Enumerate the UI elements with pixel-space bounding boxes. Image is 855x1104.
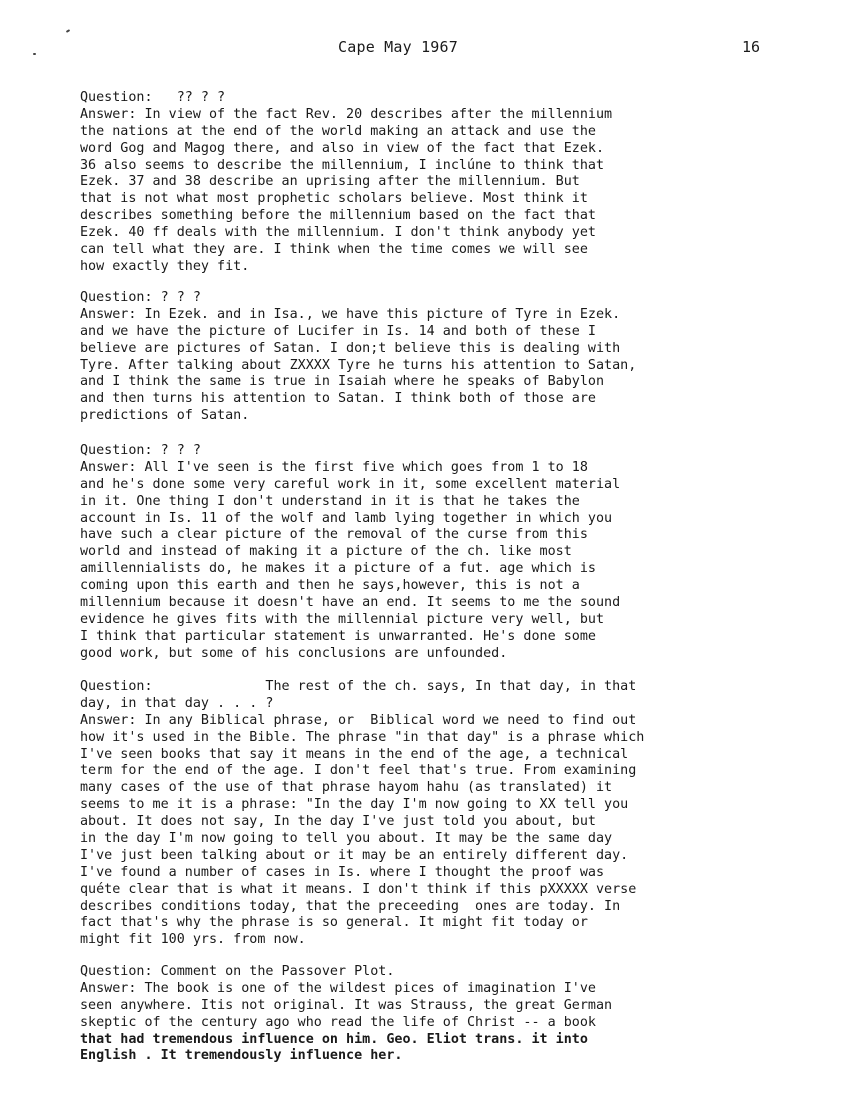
answer-line: Tyre. After talking about ZXXXX Tyre he turns his attention to Satan, <box>80 357 637 373</box>
answer-line: how it's used in the Bible. The phrase "in that day" is a phrase which <box>80 729 645 745</box>
answer-line: might fit 100 yrs. from now. <box>80 932 306 948</box>
answer-line: Answer: All I've seen is the first five which goes from 1 to 18 <box>80 459 588 475</box>
answer-line: Answer: The book is one of the wildest pices of imagination I've <box>80 980 596 996</box>
answer-line: predictions of Satan. <box>80 408 250 424</box>
question-line: Question: ?? ? ? <box>80 90 226 105</box>
answer-line: I've seen books that say it means in the end of the age, a technical <box>80 746 629 762</box>
scan-speck-mark <box>33 53 36 55</box>
answer-line: can tell what they are. I think when the time comes we will see <box>80 242 588 258</box>
answer-line: I think that particular statement is unwarranted. He's done some <box>80 628 596 644</box>
answer-line: have such a clear picture of the removal of the curse from this <box>80 527 588 543</box>
answer-line: and he's done some very careful work in it, some excellent material <box>80 476 621 492</box>
answer-line: English . It tremendously influence her. <box>80 1048 403 1064</box>
answer-line: word Gog and Magog there, and also in view of the fact that Ezek. <box>80 140 605 156</box>
answer-line: amillennialists do, he makes it a picture of a fut. age which is <box>80 561 596 577</box>
answer-line: coming upon this earth and then he says,however, this is not a <box>80 578 580 594</box>
qa-block-4 <box>80 679 800 949</box>
answer-line: fact that's why the phrase is so general. It might fit today or <box>80 915 588 931</box>
question-line: Question: ? ? ? <box>80 290 201 305</box>
answer-line: describes conditions today, that the preceeding ones are today. In <box>80 898 621 914</box>
answer-line: skeptic of the century ago who read the life of Christ -- a book <box>80 1014 596 1030</box>
answer-line: in it. One thing I don't understand in it is that he takes the <box>80 493 580 509</box>
answer-line: I've found a number of cases in Is. where I thought the proof was <box>80 864 605 880</box>
answer-line: seen anywhere. Itis not original. It was Strauss, the great German <box>80 997 613 1013</box>
answer-line: 36 also seems to describe the millennium, I inclúne to think that <box>80 157 605 173</box>
answer-line: and I think the same is true in Isaiah where he speaks of Babylon <box>80 374 605 390</box>
question-line: Question: The rest of the ch. says, In that day, in that <box>80 679 637 694</box>
page-number: 16 <box>742 38 761 56</box>
answer-line: and then turns his attention to Satan. I think both of those are <box>80 391 596 407</box>
qa-block-3 <box>80 443 800 663</box>
answer-line: believe are pictures of Satan. I don;t believe this is dealing with <box>80 340 621 356</box>
answer-line: many cases of the use of that phrase hayom hahu (as translated) it <box>80 780 613 796</box>
answer-line: about. It does not say, In the day I've just told you about, but <box>80 814 596 830</box>
answer-line: Answer: In view of the fact Rev. 20 describes after the millennium <box>80 106 613 122</box>
scan-speck-mark <box>66 29 70 33</box>
answer-line: account in Is. 11 of the wolf and lamb lying together in which you <box>80 510 613 526</box>
answer-line: Ezek. 37 and 38 describe an uprising after the millennium. But <box>80 174 580 190</box>
answer-line: world and instead of making it a picture of the ch. like most <box>80 544 572 560</box>
qa-block-1 <box>80 90 800 276</box>
answer-line: quéte clear that is what it means. I don't think if this pXXXXX verse <box>80 881 637 897</box>
answer-line: that is not what most prophetic scholars believe. Most think it <box>80 191 588 207</box>
answer-line: the nations at the end of the world making an attack and use the <box>80 123 596 139</box>
question-line: Question: Comment on the Passover Plot. <box>80 964 395 979</box>
answer-line: and we have the picture of Lucifer in Is. 14 and both of these I <box>80 323 596 339</box>
answer-line: Ezek. 40 ff deals with the millennium. I don't think anybody yet <box>80 225 596 241</box>
answer-line: good work, but some of his conclusions are unfounded. <box>80 645 508 661</box>
answer-line: evidence he gives fits with the millennial picture very well, but <box>80 611 605 627</box>
answer-line: term for the end of the age. I don't feel that's true. From examining <box>80 763 637 779</box>
answer-line: that had tremendous influence on him. Geo. Eliot trans. it into <box>80 1031 588 1047</box>
answer-line: seems to me it is a phrase: "In the day I'm now going to XX tell you <box>80 797 629 813</box>
question-line: day, in that day . . . ? <box>80 695 274 711</box>
qa-block-5 <box>80 964 800 1065</box>
answer-line: how exactly they fit. <box>80 258 250 274</box>
answer-line: Answer: In any Biblical phrase, or Biblical word we need to find out <box>80 712 637 728</box>
answer-line: describes something before the millennium based on the fact that <box>80 208 596 224</box>
answer-line: in the day I'm now going to tell you about. It may be the same day <box>80 831 613 847</box>
question-line: Question: ? ? ? <box>80 443 201 458</box>
answer-line: Answer: In Ezek. and in Isa., we have this picture of Tyre in Ezek. <box>80 306 621 322</box>
answer-line: I've just been talking about or it may be an entirely different day. <box>80 847 629 863</box>
qa-block-2 <box>80 290 800 425</box>
page-header-title: Cape May 1967 <box>338 38 458 56</box>
answer-line: millennium because it doesn't have an end. It seems to me the sound <box>80 595 621 611</box>
